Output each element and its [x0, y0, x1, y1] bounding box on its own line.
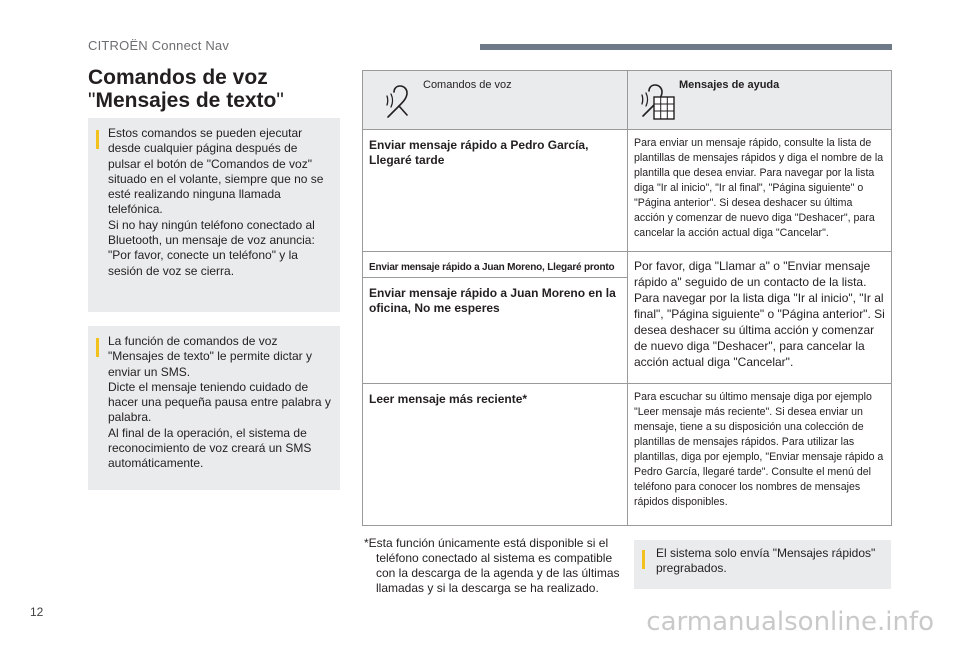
- quote-close: ": [276, 89, 284, 112]
- info-box-usage-text: Estos comandos se pueden ejecutar desde cualquier página después de pulsar el botón de "Comandos de voz" situado en el volante, siempre que no se esté realizando ninguna llamada telefónica. Si no hay ningún teléfono conectado al Bluetooth, un mensaje de voz anuncia: "Por favor, conecte un teléfono" y la sesión de voz se cierra.: [108, 126, 324, 278]
- info-box-sms: [88, 326, 340, 490]
- header-cell-commands: [363, 71, 628, 130]
- section-title-line1: Comandos de voz: [88, 66, 268, 89]
- footnote: *Esta función únicamente está disponible si el teléfono conectado al sistema es compatible con la descarga de la agenda y de las últimas llamadas y si la descarga se ha realizado.: [364, 536, 620, 595]
- info-marker: [642, 550, 645, 569]
- watermark: carmanualsonline.info: [646, 607, 934, 637]
- header-label-commands: Comandos de voz: [423, 79, 512, 91]
- header-cell-help: [628, 71, 892, 130]
- help-message-icon: [640, 83, 676, 121]
- info-marker: [96, 338, 99, 357]
- info-marker: [96, 130, 99, 149]
- command-cell: Enviar mensaje rápido a Juan Moreno en la oficina, No me esperes: [363, 278, 628, 384]
- info-box-quick-messages-text: El sistema solo envía "Mensajes rápidos" pregrabados.: [656, 546, 876, 576]
- voice-commands-table: [362, 70, 892, 526]
- info-box-quick-messages: [634, 540, 891, 589]
- table-row: [363, 130, 892, 252]
- help-cell: Para enviar un mensaje rápido, consulte la lista de plantillas de mensajes rápidos y diga el nombre de la plantilla que desea enviar. Para navegar por la lista diga "Ir al inicio", "Ir al final", "Página siguiente" o "Página anterior". Si desea deshacer su última acción y comenzar de nuevo diga "Deshacer", para cancelar la acción actual diga "Cancelar".: [628, 130, 892, 252]
- info-box-sms-text: La función de comandos de voz "Mensajes de texto" le permite dictar y enviar un SMS. Dicte el mensaje teniendo cuidado de hacer una pequeña pausa entre palabra y palabra. Al final de la operación, el sistema de reconocimiento de voz creará un SMS automáticamente.: [108, 334, 331, 471]
- quote-open: ": [88, 89, 96, 112]
- info-box-usage: [88, 118, 340, 312]
- command-cell: Enviar mensaje rápido a Pedro García, Llegaré tarde: [363, 130, 628, 252]
- command-cell: Leer mensaje más reciente*: [363, 384, 628, 526]
- section-title-text: Mensajes de texto: [95, 89, 277, 112]
- table-row: [363, 252, 892, 278]
- header-title: CITROËN Connect Nav: [88, 38, 230, 53]
- command-cell: Enviar mensaje rápido a Juan Moreno, Llegaré pronto: [363, 252, 628, 278]
- voice-command-icon: [385, 83, 415, 119]
- help-cell: Para escuchar su último mensaje diga por ejemplo "Leer mensaje más reciente". Si desea enviar un mensaje, tiene a su disposición una colección de plantillas de mensajes rápidos. Para utilizar las plantillas, diga por ejemplo, "Enviar mensaje rápido a Pedro García, llegaré tarde". Consulte el menú del teléfono para conocer los nombres de mensajes rápidos disponibles.: [628, 384, 892, 526]
- page-number: 12: [30, 605, 44, 619]
- header-label-help: Mensajes de ayuda: [679, 79, 780, 91]
- section-title: [88, 66, 348, 112]
- table-row: [363, 384, 892, 526]
- help-cell: Por favor, diga "Llamar a" o "Enviar mensaje rápido a" seguido de un contacto de la lista. Para navegar por la lista diga "Ir al inicio", "Ir al final", "Página siguiente" o "Página anterior". Si desea deshacer su última acción y comenzar de nuevo diga "Deshacer", para cancelar la acción actual diga "Cancelar".: [628, 252, 892, 384]
- header-accent-bar: [480, 44, 892, 50]
- section-title-line2: [88, 89, 348, 112]
- table-header-row: [363, 71, 892, 130]
